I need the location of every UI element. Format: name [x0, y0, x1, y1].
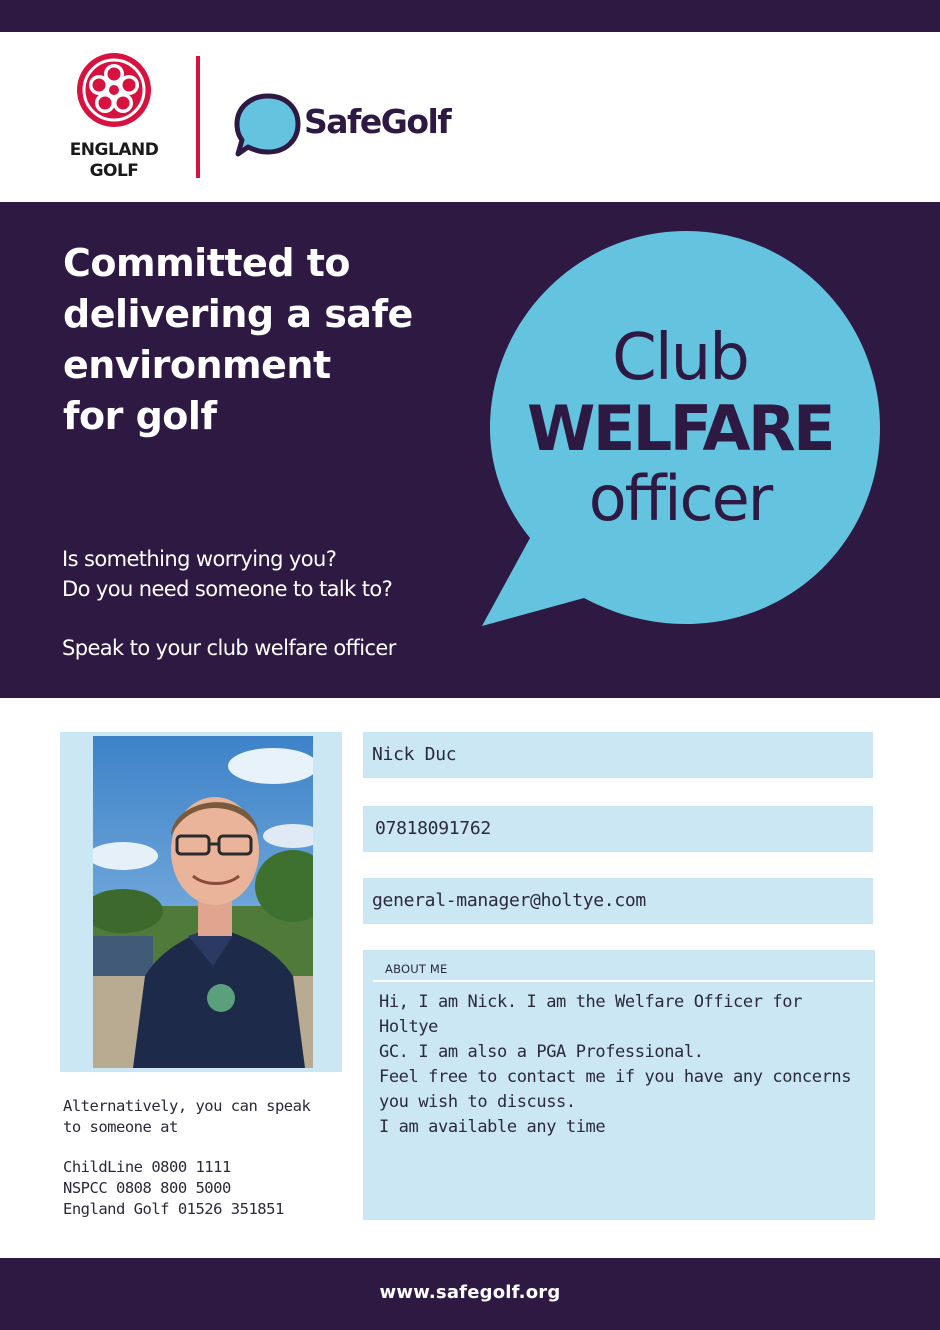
bubble-club: Club — [612, 321, 748, 395]
about-me-box — [363, 950, 875, 1220]
headline-line: Committed to — [63, 241, 351, 285]
bubble-welfare: WELFARE — [526, 392, 834, 465]
alt-contact: ChildLine 0800 1111 — [63, 1158, 231, 1176]
officer-email-field: general-manager@holtye.com — [363, 878, 873, 924]
logo-divider — [196, 56, 200, 178]
about-me-text — [379, 990, 857, 1140]
england-golf-word-2: GOLF — [89, 161, 139, 181]
officer-photo — [93, 736, 313, 1068]
about-line: Hi, I am Nick. I am the Welfare Officer for Holtye — [379, 992, 802, 1037]
safegolf-wordmark: SafeGolf — [304, 102, 451, 141]
hero-questions — [62, 544, 392, 604]
question-line: Is something worrying you? — [62, 547, 337, 571]
rose-emblem-icon — [76, 52, 152, 128]
alt-intro-line: Alternatively, you can speak — [63, 1097, 311, 1115]
officer-phone-field: 07818091762 — [363, 806, 873, 852]
footer — [0, 1258, 940, 1330]
about-line: Feel free to contact me if you have any concerns — [379, 1067, 852, 1087]
top-bar — [0, 0, 940, 32]
logo-header — [0, 32, 940, 202]
about-divider — [373, 980, 873, 982]
bubble-text — [478, 322, 882, 534]
bubble-officer: officer — [588, 462, 772, 535]
about-line: I am available any time — [379, 1117, 606, 1137]
question-line: Do you need someone to talk to? — [62, 577, 393, 601]
england-golf-word-1: ENGLAND — [69, 140, 159, 160]
headline-line: delivering a safe — [63, 292, 413, 336]
about-line: you wish to discuss. — [379, 1092, 576, 1112]
officer-name-field: Nick Duc — [363, 732, 873, 778]
alt-intro-line: to someone at — [63, 1118, 178, 1136]
spacer — [63, 1138, 353, 1157]
england-golf-logo — [62, 52, 166, 182]
headline-line: environment — [63, 343, 331, 387]
alt-contact: NSPCC 0808 800 5000 — [63, 1179, 231, 1197]
hero-headline — [63, 238, 443, 442]
speech-bubble-icon — [234, 92, 304, 162]
alt-contact: England Golf 01526 351851 — [63, 1200, 284, 1218]
headline-line: for golf — [63, 394, 217, 438]
alternative-contacts — [63, 1096, 353, 1220]
speak-to-officer: Speak to your club welfare officer — [62, 636, 396, 660]
safegolf-logo — [234, 92, 464, 162]
website-link[interactable]: www.safegolf.org — [379, 1282, 561, 1303]
hero-section — [0, 202, 940, 698]
about-line: GC. I am also a PGA Professional. — [379, 1042, 704, 1062]
about-me-label: ABOUT ME — [385, 962, 448, 976]
